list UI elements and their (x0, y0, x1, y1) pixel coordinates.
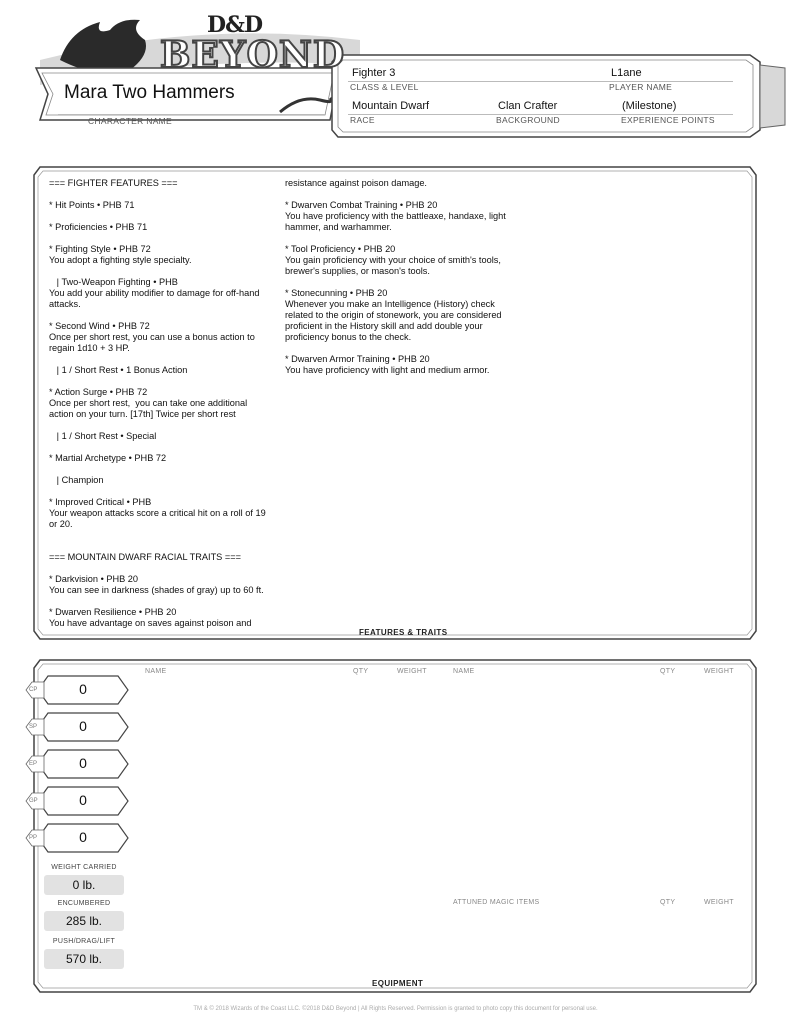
player-name-label: PLAYER NAME (609, 82, 673, 92)
push-drag-lift-value: 570 lb. (44, 949, 124, 969)
cp-label: CP (29, 687, 38, 693)
attuned-items-header: ATTUNED MAGIC ITEMS (453, 899, 540, 906)
sp-value: 0 (79, 718, 87, 734)
class-level: Fighter 3 (352, 67, 396, 79)
equipment-title: EQUIPMENT (372, 979, 424, 988)
gp-label: GP (29, 798, 38, 804)
equipment-weight-header-2: WEIGHT (704, 668, 734, 675)
equipment-name-header-2: NAME (453, 668, 475, 675)
encumbered-label: ENCUMBERED (57, 900, 111, 907)
ep-label: EP (29, 761, 38, 767)
race: Mountain Dwarf (352, 100, 430, 112)
gp-value: 0 (79, 792, 87, 808)
sp-label: SP (29, 724, 38, 730)
xp-label: EXPERIENCE POINTS (621, 115, 715, 125)
equipment-name-header: NAME (145, 668, 167, 675)
equipment-qty-header: QTY (353, 668, 369, 675)
encumbered-value: 285 lb. (44, 911, 124, 931)
footer-copyright: TM & © 2018 Wizards of the Coast LLC. ©2018 D&D Beyond | All Rights Reserved. Permission is granted to photo copy this document for personal use. (193, 1006, 598, 1012)
class-level-label: CLASS & LEVEL (350, 82, 419, 92)
pp-label: PP (29, 835, 38, 841)
background: Clan Crafter (498, 100, 558, 112)
features-column-2: resistance against poison damage. * Dwarven Combat Training • PHB 20 You have proficiency with the battleaxe, handaxe, light hammer, and warhammer. * Tool Proficiency • PHB 20 You gain proficiency with your choice of smith's tools, brewer's supplies, or mason's tools. * Stonecunning • PHB 20 Whenever you make an Intelligence (History) check related to the origin of stonework, you are considered proficient in the History skill and add double your proficiency bonus to the check. * Dwarven Armor Training • PHB 20 You have proficiency with light and medium armor. (285, 178, 506, 375)
beyond-logo: BEYOND (160, 34, 346, 76)
race-label: RACE (350, 115, 375, 125)
background-label: BACKGROUND (496, 115, 560, 125)
character-name-label: CHARACTER NAME (88, 116, 173, 126)
cp-value: 0 (79, 681, 87, 697)
equipment-weight-header: WEIGHT (397, 668, 427, 675)
experience-points: (Milestone) (622, 100, 677, 112)
dnd-logo: D&D (207, 12, 263, 38)
attuned-qty-header: QTY (660, 899, 676, 906)
features-column-1: === FIGHTER FEATURES === * Hit Points • PHB 71 * Proficiencies • PHB 71 * Fighting Style • PHB 72 You adopt a fighting style specialty. | Two-Weapon Fighting • PHB You add your ability modifier to damage for off-hand attacks. * Second Wind • PHB 72 Once per short rest, you can use a bonus action to regain 1d10 + 3 HP. | 1 / Short Rest • 1 Bonus Action * Action Surge • PHB 72 Once per short rest, you can take one additional action on your turn. [17th] Twice per short rest | 1 / Short Rest • Special * Martial Archetype • PHB 72 | Champion * Improved Critical • PHB Your weapon attacks score a critical hit on a roll of 19 or 20. === MOUNTAIN DWARF RACIAL TRAITS === * Darkvision • PHB 20 You can see in darkness (shades of gray) up to 60 ft. * Dwarven Resilience • PHB 20 You have advantage on saves against poison and (49, 178, 266, 628)
player-name: L1ane (611, 67, 642, 79)
push-drag-lift-label: PUSH/DRAG/LIFT (52, 938, 116, 945)
header-banner (0, 0, 791, 160)
pp-value: 0 (79, 829, 87, 845)
equipment-frame (30, 656, 760, 996)
ep-value: 0 (79, 755, 87, 771)
attuned-weight-header: WEIGHT (704, 899, 734, 906)
character-name: Mara Two Hammers (64, 82, 235, 103)
dragon-icon (60, 20, 146, 72)
weight-carried-value: 0 lb. (44, 875, 124, 895)
equipment-qty-header-2: QTY (660, 668, 676, 675)
weight-carried-label: WEIGHT CARRIED (51, 864, 117, 871)
features-title: FEATURES & TRAITS (359, 628, 448, 637)
